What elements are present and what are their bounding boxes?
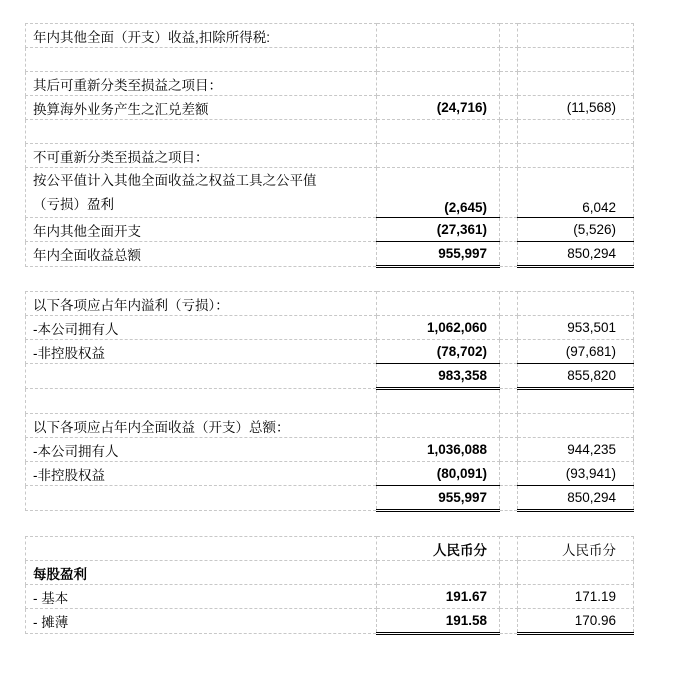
- table-row: [26, 561, 634, 585]
- row-label: 每股盈利: [26, 561, 377, 585]
- row-label: -非控股权益: [26, 340, 377, 364]
- row-label: -非控股权益: [26, 462, 377, 486]
- current-year-value: 1,036,088: [377, 438, 500, 462]
- table-row: [26, 340, 634, 364]
- current-year-total: 955,997: [377, 242, 500, 267]
- row-label: [26, 389, 377, 414]
- spacer: [500, 462, 518, 486]
- spacer: [500, 24, 518, 48]
- spacer: [500, 340, 518, 364]
- table-row-total: [26, 364, 634, 389]
- spacer: [500, 144, 518, 168]
- current-year-value: (2,645): [377, 168, 500, 218]
- spacer: [500, 168, 518, 218]
- table-row-total: [26, 242, 634, 267]
- prior-year-value: [518, 414, 634, 438]
- table-row: [26, 389, 634, 414]
- prior-year-value: 171.19: [518, 585, 634, 609]
- table-row: [26, 438, 634, 462]
- row-label-line1: 按公平值计入其他全面收益之权益工具之公平值: [33, 173, 317, 188]
- prior-year-value: 953,501: [518, 316, 634, 340]
- spacer: [500, 486, 518, 511]
- oci-table: [25, 23, 634, 268]
- prior-year-total: 850,294: [518, 486, 634, 511]
- row-label: [26, 168, 377, 218]
- current-year-value: [377, 72, 500, 96]
- table-row: [26, 72, 634, 96]
- current-year-unit: 人民币分: [377, 537, 500, 561]
- table-row: [26, 168, 634, 218]
- prior-year-unit: 人民币分: [518, 537, 634, 561]
- table-row: [26, 414, 634, 438]
- earnings-per-share-section: [25, 536, 634, 635]
- table-row: [26, 585, 634, 609]
- row-label: -本公司拥有人: [26, 438, 377, 462]
- current-year-value: (80,091): [377, 462, 500, 486]
- spacer: [500, 316, 518, 340]
- table-row: [26, 316, 634, 340]
- table-row: [26, 292, 634, 316]
- spacer: [500, 292, 518, 316]
- spacer: [500, 414, 518, 438]
- current-year-value: [377, 389, 500, 414]
- spacer: [500, 561, 518, 585]
- row-label: [26, 120, 377, 144]
- current-year-value: 191.67: [377, 585, 500, 609]
- row-label: - 基本: [26, 585, 377, 609]
- spacer: [500, 609, 518, 634]
- spacer: [500, 120, 518, 144]
- row-label: 其后可重新分类至损益之项目：: [26, 72, 377, 96]
- prior-year-value: [518, 72, 634, 96]
- current-year-value: (27,361): [377, 218, 500, 242]
- prior-year-value: 170.96: [518, 609, 634, 634]
- prior-year-value: [518, 292, 634, 316]
- spacer: [500, 585, 518, 609]
- table-header-row: [26, 537, 634, 561]
- row-label: [26, 486, 377, 511]
- prior-year-value: 6,042: [518, 168, 634, 218]
- table-row: [26, 48, 634, 72]
- row-label: 年内其他全面开支: [26, 218, 377, 242]
- prior-year-value: (11,568): [518, 96, 634, 120]
- current-year-value: (24,716): [377, 96, 500, 120]
- prior-year-value: 944,235: [518, 438, 634, 462]
- spacer: [500, 242, 518, 267]
- spacer: [500, 96, 518, 120]
- spacer: [500, 48, 518, 72]
- spacer: [500, 389, 518, 414]
- current-year-value: (78,702): [377, 340, 500, 364]
- table-row: [26, 462, 634, 486]
- current-year-total: 983,358: [377, 364, 500, 389]
- current-year-value: 1,062,060: [377, 316, 500, 340]
- current-year-value: [377, 24, 500, 48]
- current-year-value: 191.58: [377, 609, 500, 634]
- table-row: [26, 24, 634, 48]
- row-label: - 摊薄: [26, 609, 377, 634]
- attribution-section: [25, 291, 634, 512]
- prior-year-value: (5,526): [518, 218, 634, 242]
- table-row: [26, 144, 634, 168]
- spacer: [500, 72, 518, 96]
- spacer: [500, 364, 518, 389]
- prior-year-value: [518, 561, 634, 585]
- prior-year-value: [518, 389, 634, 414]
- row-label: 以下各项应占年内全面收益（开支）总额：: [26, 414, 377, 438]
- prior-year-value: [518, 144, 634, 168]
- row-label: 不可重新分类至损益之项目：: [26, 144, 377, 168]
- header-label: [26, 537, 377, 561]
- other-comprehensive-income-section: [25, 23, 634, 268]
- table-row: [26, 96, 634, 120]
- row-label: 以下各项应占年内溢利（亏损）：: [26, 292, 377, 316]
- spacer: [500, 438, 518, 462]
- table-row: [26, 218, 634, 242]
- table-row: [26, 609, 634, 634]
- current-year-value: [377, 292, 500, 316]
- current-year-value: [377, 144, 500, 168]
- spacer: [500, 537, 518, 561]
- table-row-total: [26, 486, 634, 511]
- row-label: 换算海外业务产生之汇兑差额: [26, 96, 377, 120]
- eps-table: [25, 536, 634, 635]
- spacer: [500, 218, 518, 242]
- prior-year-total: 855,820: [518, 364, 634, 389]
- current-year-value: [377, 561, 500, 585]
- row-label: 年内全面收益总额: [26, 242, 377, 267]
- prior-year-value: [518, 24, 634, 48]
- prior-year-value: (97,681): [518, 340, 634, 364]
- table-row: [26, 120, 634, 144]
- prior-year-value: [518, 120, 634, 144]
- current-year-value: [377, 120, 500, 144]
- attribution-table: [25, 291, 634, 512]
- current-year-total: 955,997: [377, 486, 500, 511]
- row-label: 年内其他全面（开支）收益,扣除所得税:: [26, 24, 377, 48]
- prior-year-value: [518, 48, 634, 72]
- current-year-value: [377, 414, 500, 438]
- row-label-line2: （亏损）盈利: [33, 197, 114, 212]
- prior-year-total: 850,294: [518, 242, 634, 267]
- row-label: [26, 364, 377, 389]
- row-label: [26, 48, 377, 72]
- prior-year-value: (93,941): [518, 462, 634, 486]
- row-label: -本公司拥有人: [26, 316, 377, 340]
- current-year-value: [377, 48, 500, 72]
